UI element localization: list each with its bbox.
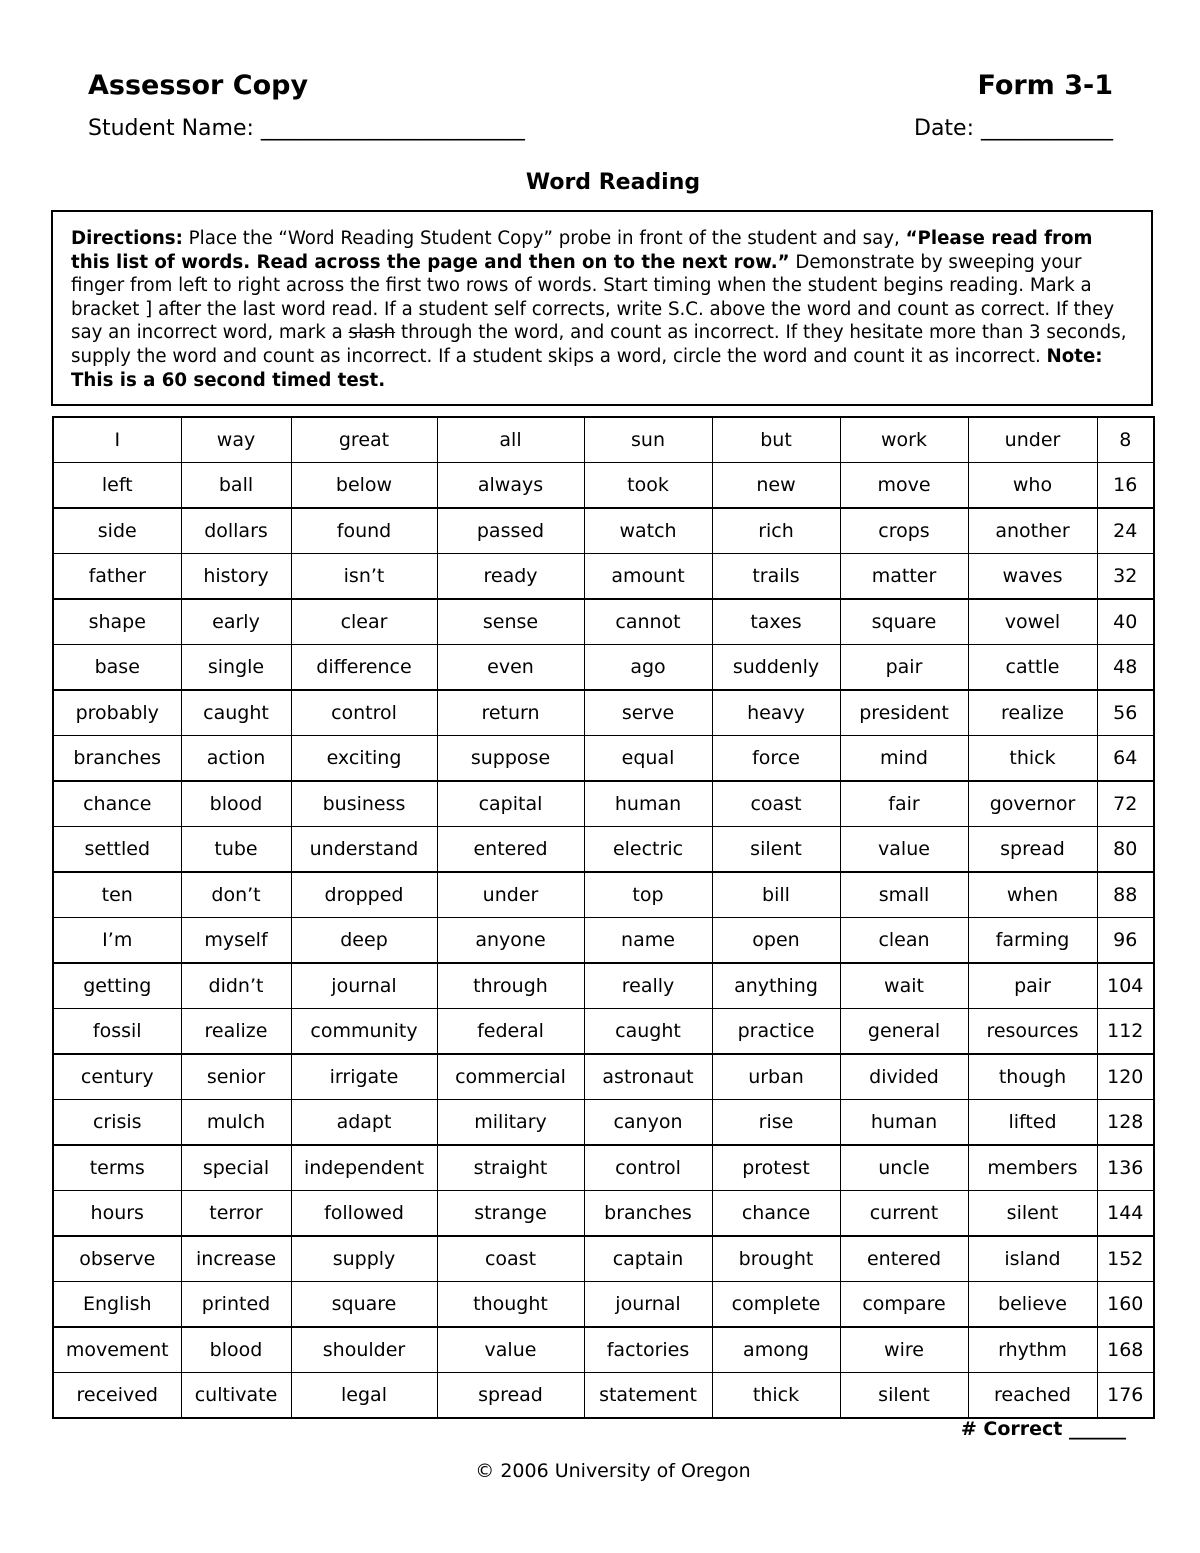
word-cell[interactable]: rhythm xyxy=(968,1327,1097,1373)
word-cell[interactable]: thick xyxy=(968,736,1097,782)
cumulative-count-cell: 136 xyxy=(1097,1145,1154,1191)
table-row xyxy=(53,1373,1154,1419)
word-cell[interactable]: suppose xyxy=(437,736,584,782)
directions-note: Note: This is a 60 second timed test. xyxy=(71,345,1103,391)
word-cell[interactable]: wait xyxy=(840,963,968,1009)
word-cell[interactable]: who xyxy=(968,463,1097,509)
cumulative-count-cell: 16 xyxy=(1097,463,1154,509)
word-cell[interactable]: fair xyxy=(840,781,968,827)
word-cell[interactable]: cultivate xyxy=(181,1373,291,1419)
word-cell[interactable]: dropped xyxy=(291,872,437,918)
cumulative-count-cell: 96 xyxy=(1097,918,1154,964)
word-cell[interactable]: trails xyxy=(712,554,840,600)
word-cell[interactable]: human xyxy=(584,781,712,827)
word-cell[interactable]: divided xyxy=(840,1054,968,1100)
word-cell[interactable]: spread xyxy=(968,827,1097,873)
word-cell[interactable]: commercial xyxy=(437,1054,584,1100)
word-cell[interactable]: understand xyxy=(291,827,437,873)
table-row xyxy=(53,781,1154,827)
word-cell[interactable]: current xyxy=(840,1191,968,1237)
word-cell[interactable]: below xyxy=(291,463,437,509)
cumulative-count-cell: 40 xyxy=(1097,599,1154,645)
word-cell[interactable]: value xyxy=(437,1327,584,1373)
word-cell[interactable]: journal xyxy=(584,1282,712,1328)
word-cell[interactable]: irrigate xyxy=(291,1054,437,1100)
date-field[interactable]: Date: ____________ xyxy=(914,116,1113,141)
word-cell[interactable]: another xyxy=(968,508,1097,554)
word-cell[interactable]: all xyxy=(437,417,584,463)
directions-quote: “Please read from this list of words. Read across the page and then on to the next row.” xyxy=(71,228,1093,273)
word-cell[interactable]: took xyxy=(584,463,712,509)
cumulative-count-cell: 152 xyxy=(1097,1236,1154,1282)
word-cell[interactable]: I xyxy=(53,417,181,463)
word-cell[interactable]: brought xyxy=(712,1236,840,1282)
word-cell[interactable]: mulch xyxy=(181,1100,291,1146)
word-cell[interactable]: capital xyxy=(437,781,584,827)
word-cell[interactable]: pair xyxy=(840,645,968,691)
cumulative-count-cell: 88 xyxy=(1097,872,1154,918)
word-cell[interactable]: force xyxy=(712,736,840,782)
word-cell[interactable]: wire xyxy=(840,1327,968,1373)
table-row xyxy=(53,736,1154,782)
word-cell[interactable]: clean xyxy=(840,918,968,964)
form-number: Form 3-1 xyxy=(977,70,1113,101)
word-cell[interactable]: when xyxy=(968,872,1097,918)
word-cell[interactable]: myself xyxy=(181,918,291,964)
word-cell[interactable]: didn’t xyxy=(181,963,291,1009)
word-cell[interactable]: crisis xyxy=(53,1100,181,1146)
table-row xyxy=(53,963,1154,1009)
word-cell[interactable]: special xyxy=(181,1145,291,1191)
word-cell[interactable]: bill xyxy=(712,872,840,918)
word-cell[interactable]: observe xyxy=(53,1236,181,1282)
cumulative-count-cell: 24 xyxy=(1097,508,1154,554)
word-cell[interactable]: human xyxy=(840,1100,968,1146)
word-cell[interactable]: blood xyxy=(181,781,291,827)
word-cell[interactable]: chance xyxy=(53,781,181,827)
directions-label: Directions: xyxy=(71,228,183,249)
word-reading-table xyxy=(52,416,1155,1419)
word-cell[interactable]: uncle xyxy=(840,1145,968,1191)
word-cell[interactable]: silent xyxy=(968,1191,1097,1237)
word-cell[interactable]: control xyxy=(584,1145,712,1191)
table-row xyxy=(53,1009,1154,1055)
cumulative-count-cell: 168 xyxy=(1097,1327,1154,1373)
table-row xyxy=(53,918,1154,964)
word-cell[interactable]: rich xyxy=(712,508,840,554)
word-cell[interactable]: senior xyxy=(181,1054,291,1100)
word-cell[interactable]: realize xyxy=(181,1009,291,1055)
table-row xyxy=(53,827,1154,873)
word-cell[interactable]: even xyxy=(437,645,584,691)
word-cell[interactable]: printed xyxy=(181,1282,291,1328)
word-cell[interactable]: blood xyxy=(181,1327,291,1373)
word-cell[interactable]: believe xyxy=(968,1282,1097,1328)
word-cell[interactable]: passed xyxy=(437,508,584,554)
directions-box xyxy=(51,210,1153,406)
directions-text-1: Place the “Word Reading Student Copy” probe in front of the student and say, xyxy=(182,228,906,249)
table-row xyxy=(53,1282,1154,1328)
word-cell[interactable]: small xyxy=(840,872,968,918)
cumulative-count-cell: 120 xyxy=(1097,1054,1154,1100)
word-cell[interactable]: hours xyxy=(53,1191,181,1237)
cumulative-count-cell: 112 xyxy=(1097,1009,1154,1055)
table-row xyxy=(53,417,1154,463)
word-cell[interactable]: under xyxy=(437,872,584,918)
word-cell[interactable]: followed xyxy=(291,1191,437,1237)
word-cell[interactable]: anyone xyxy=(437,918,584,964)
cumulative-count-cell: 128 xyxy=(1097,1100,1154,1146)
word-cell[interactable]: always xyxy=(437,463,584,509)
word-cell[interactable]: shape xyxy=(53,599,181,645)
word-cell[interactable]: English xyxy=(53,1282,181,1328)
word-cell[interactable]: dollars xyxy=(181,508,291,554)
word-cell[interactable]: sun xyxy=(584,417,712,463)
word-cell[interactable]: open xyxy=(712,918,840,964)
word-cell[interactable]: entered xyxy=(437,827,584,873)
word-cell[interactable]: compare xyxy=(840,1282,968,1328)
correct-count-field[interactable]: # Correct ______ xyxy=(960,1418,1126,1440)
word-cell[interactable]: business xyxy=(291,781,437,827)
word-cell[interactable]: isn’t xyxy=(291,554,437,600)
word-cell[interactable]: branches xyxy=(53,736,181,782)
word-cell[interactable]: tube xyxy=(181,827,291,873)
word-cell[interactable]: general xyxy=(840,1009,968,1055)
word-cell[interactable]: practice xyxy=(712,1009,840,1055)
word-cell[interactable]: resources xyxy=(968,1009,1097,1055)
word-cell[interactable]: value xyxy=(840,827,968,873)
word-cell[interactable]: island xyxy=(968,1236,1097,1282)
word-cell[interactable]: journal xyxy=(291,963,437,1009)
word-cell[interactable]: I’m xyxy=(53,918,181,964)
cumulative-count-cell: 48 xyxy=(1097,645,1154,691)
cumulative-count-cell: 64 xyxy=(1097,736,1154,782)
word-cell[interactable]: fossil xyxy=(53,1009,181,1055)
word-cell[interactable]: electric xyxy=(584,827,712,873)
word-cell[interactable]: urban xyxy=(712,1054,840,1100)
directions-text-3: through the word, and count as incorrect. If they hesitate more than 3 seconds, supply the word and count as incorrect. If a student skips a word, circle the word and count it as incorrect. xyxy=(71,322,1127,367)
word-cell[interactable]: new xyxy=(712,463,840,509)
word-cell[interactable]: farming xyxy=(968,918,1097,964)
word-cell[interactable]: caught xyxy=(584,1009,712,1055)
table-row xyxy=(53,508,1154,554)
word-cell[interactable]: square xyxy=(291,1282,437,1328)
cumulative-count-cell: 104 xyxy=(1097,963,1154,1009)
cumulative-count-cell: 8 xyxy=(1097,417,1154,463)
word-cell[interactable]: square xyxy=(840,599,968,645)
word-cell[interactable]: waves xyxy=(968,554,1097,600)
word-cell[interactable]: federal xyxy=(437,1009,584,1055)
word-cell[interactable]: supply xyxy=(291,1236,437,1282)
table-row xyxy=(53,1145,1154,1191)
table-row xyxy=(53,1054,1154,1100)
word-cell[interactable]: captain xyxy=(584,1236,712,1282)
word-cell[interactable]: coast xyxy=(437,1236,584,1282)
word-cell[interactable]: getting xyxy=(53,963,181,1009)
word-cell[interactable]: reached xyxy=(968,1373,1097,1419)
table-row xyxy=(53,872,1154,918)
word-cell[interactable]: found xyxy=(291,508,437,554)
word-cell[interactable]: amount xyxy=(584,554,712,600)
word-cell[interactable]: name xyxy=(584,918,712,964)
table-row xyxy=(53,1100,1154,1146)
table-row xyxy=(53,1191,1154,1237)
word-cell[interactable]: terms xyxy=(53,1145,181,1191)
word-cell[interactable]: early xyxy=(181,599,291,645)
word-cell[interactable]: chance xyxy=(712,1191,840,1237)
word-cell[interactable]: president xyxy=(840,690,968,736)
word-cell[interactable]: control xyxy=(291,690,437,736)
word-cell[interactable]: cannot xyxy=(584,599,712,645)
word-cell[interactable]: straight xyxy=(437,1145,584,1191)
word-cell[interactable]: members xyxy=(968,1145,1097,1191)
word-cell[interactable]: silent xyxy=(712,827,840,873)
word-cell[interactable]: thick xyxy=(712,1373,840,1419)
word-cell[interactable]: ten xyxy=(53,872,181,918)
word-cell[interactable]: clear xyxy=(291,599,437,645)
word-cell[interactable]: ready xyxy=(437,554,584,600)
cumulative-count-cell: 160 xyxy=(1097,1282,1154,1328)
word-cell[interactable]: don’t xyxy=(181,872,291,918)
assessor-copy-title: Assessor Copy xyxy=(88,70,309,101)
word-cell[interactable]: cattle xyxy=(968,645,1097,691)
cumulative-count-cell: 56 xyxy=(1097,690,1154,736)
table-row xyxy=(53,645,1154,691)
word-cell[interactable]: top xyxy=(584,872,712,918)
word-cell[interactable]: exciting xyxy=(291,736,437,782)
word-cell[interactable]: single xyxy=(181,645,291,691)
table-row xyxy=(53,1236,1154,1282)
word-cell[interactable]: through xyxy=(437,963,584,1009)
word-cell[interactable]: complete xyxy=(712,1282,840,1328)
word-cell[interactable]: left xyxy=(53,463,181,509)
word-cell[interactable]: thought xyxy=(437,1282,584,1328)
word-cell[interactable]: under xyxy=(968,417,1097,463)
word-cell[interactable]: great xyxy=(291,417,437,463)
word-cell[interactable]: but xyxy=(712,417,840,463)
word-cell[interactable]: ball xyxy=(181,463,291,509)
word-cell[interactable]: century xyxy=(53,1054,181,1100)
word-cell[interactable]: serve xyxy=(584,690,712,736)
word-cell[interactable]: though xyxy=(968,1054,1097,1100)
word-cell[interactable]: side xyxy=(53,508,181,554)
cumulative-count-cell: 32 xyxy=(1097,554,1154,600)
word-cell[interactable]: statement xyxy=(584,1373,712,1419)
word-cell[interactable]: governor xyxy=(968,781,1097,827)
word-cell[interactable]: crops xyxy=(840,508,968,554)
word-cell[interactable]: anything xyxy=(712,963,840,1009)
word-cell[interactable]: base xyxy=(53,645,181,691)
word-cell[interactable]: heavy xyxy=(712,690,840,736)
word-cell[interactable]: received xyxy=(53,1373,181,1419)
word-cell[interactable]: spread xyxy=(437,1373,584,1419)
table-row xyxy=(53,1327,1154,1373)
section-title: Word Reading xyxy=(525,170,701,195)
word-cell[interactable]: history xyxy=(181,554,291,600)
word-cell[interactable]: canyon xyxy=(584,1100,712,1146)
word-cell[interactable]: adapt xyxy=(291,1100,437,1146)
directions-text-2: Demonstrate by sweeping your finger from left to right across the first two rows of words. Start timing when the student begins reading. Mark a bracket ] after the last word read. If a student self corrects, write S.C. above the word and count as correct. If they say an incorrect word, mark a xyxy=(71,251,1115,344)
word-cell[interactable]: entered xyxy=(840,1236,968,1282)
cumulative-count-cell: 144 xyxy=(1097,1191,1154,1237)
word-cell[interactable]: taxes xyxy=(712,599,840,645)
table-row xyxy=(53,599,1154,645)
student-name-field[interactable]: Student Name: ________________________ xyxy=(88,116,525,141)
word-cell[interactable]: matter xyxy=(840,554,968,600)
word-cell[interactable]: military xyxy=(437,1100,584,1146)
word-cell[interactable]: protest xyxy=(712,1145,840,1191)
word-cell[interactable]: legal xyxy=(291,1373,437,1419)
word-cell[interactable]: increase xyxy=(181,1236,291,1282)
word-cell[interactable]: return xyxy=(437,690,584,736)
word-cell[interactable]: caught xyxy=(181,690,291,736)
word-cell[interactable]: equal xyxy=(584,736,712,782)
word-cell[interactable]: deep xyxy=(291,918,437,964)
word-cell[interactable]: pair xyxy=(968,963,1097,1009)
word-cell[interactable]: movement xyxy=(53,1327,181,1373)
word-cell[interactable]: terror xyxy=(181,1191,291,1237)
word-cell[interactable]: mind xyxy=(840,736,968,782)
word-cell[interactable]: ago xyxy=(584,645,712,691)
word-cell[interactable]: branches xyxy=(584,1191,712,1237)
word-cell[interactable]: community xyxy=(291,1009,437,1055)
word-cell[interactable]: lifted xyxy=(968,1100,1097,1146)
word-cell[interactable]: suddenly xyxy=(712,645,840,691)
word-cell[interactable]: vowel xyxy=(968,599,1097,645)
table-row xyxy=(53,690,1154,736)
word-cell[interactable]: sense xyxy=(437,599,584,645)
word-cell[interactable]: move xyxy=(840,463,968,509)
word-cell[interactable]: action xyxy=(181,736,291,782)
word-cell[interactable]: independent xyxy=(291,1145,437,1191)
cumulative-count-cell: 176 xyxy=(1097,1373,1154,1419)
cumulative-count-cell: 80 xyxy=(1097,827,1154,873)
directions-slash-word: slash xyxy=(348,322,396,344)
word-cell[interactable]: really xyxy=(584,963,712,1009)
word-cell[interactable]: watch xyxy=(584,508,712,554)
word-cell[interactable]: father xyxy=(53,554,181,600)
word-cell[interactable]: strange xyxy=(437,1191,584,1237)
word-cell[interactable]: shoulder xyxy=(291,1327,437,1373)
word-cell[interactable]: factories xyxy=(584,1327,712,1373)
word-cell[interactable]: probably xyxy=(53,690,181,736)
table-row xyxy=(53,554,1154,600)
word-cell[interactable]: rise xyxy=(712,1100,840,1146)
word-cell[interactable]: astronaut xyxy=(584,1054,712,1100)
word-cell[interactable]: silent xyxy=(840,1373,968,1419)
word-cell[interactable]: difference xyxy=(291,645,437,691)
word-cell[interactable]: among xyxy=(712,1327,840,1373)
table-row xyxy=(53,463,1154,509)
word-cell[interactable]: way xyxy=(181,417,291,463)
word-cell[interactable]: coast xyxy=(712,781,840,827)
word-cell[interactable]: work xyxy=(840,417,968,463)
word-cell[interactable]: realize xyxy=(968,690,1097,736)
cumulative-count-cell: 72 xyxy=(1097,781,1154,827)
word-cell[interactable]: settled xyxy=(53,827,181,873)
copyright: © 2006 University of Oregon xyxy=(475,1460,751,1482)
